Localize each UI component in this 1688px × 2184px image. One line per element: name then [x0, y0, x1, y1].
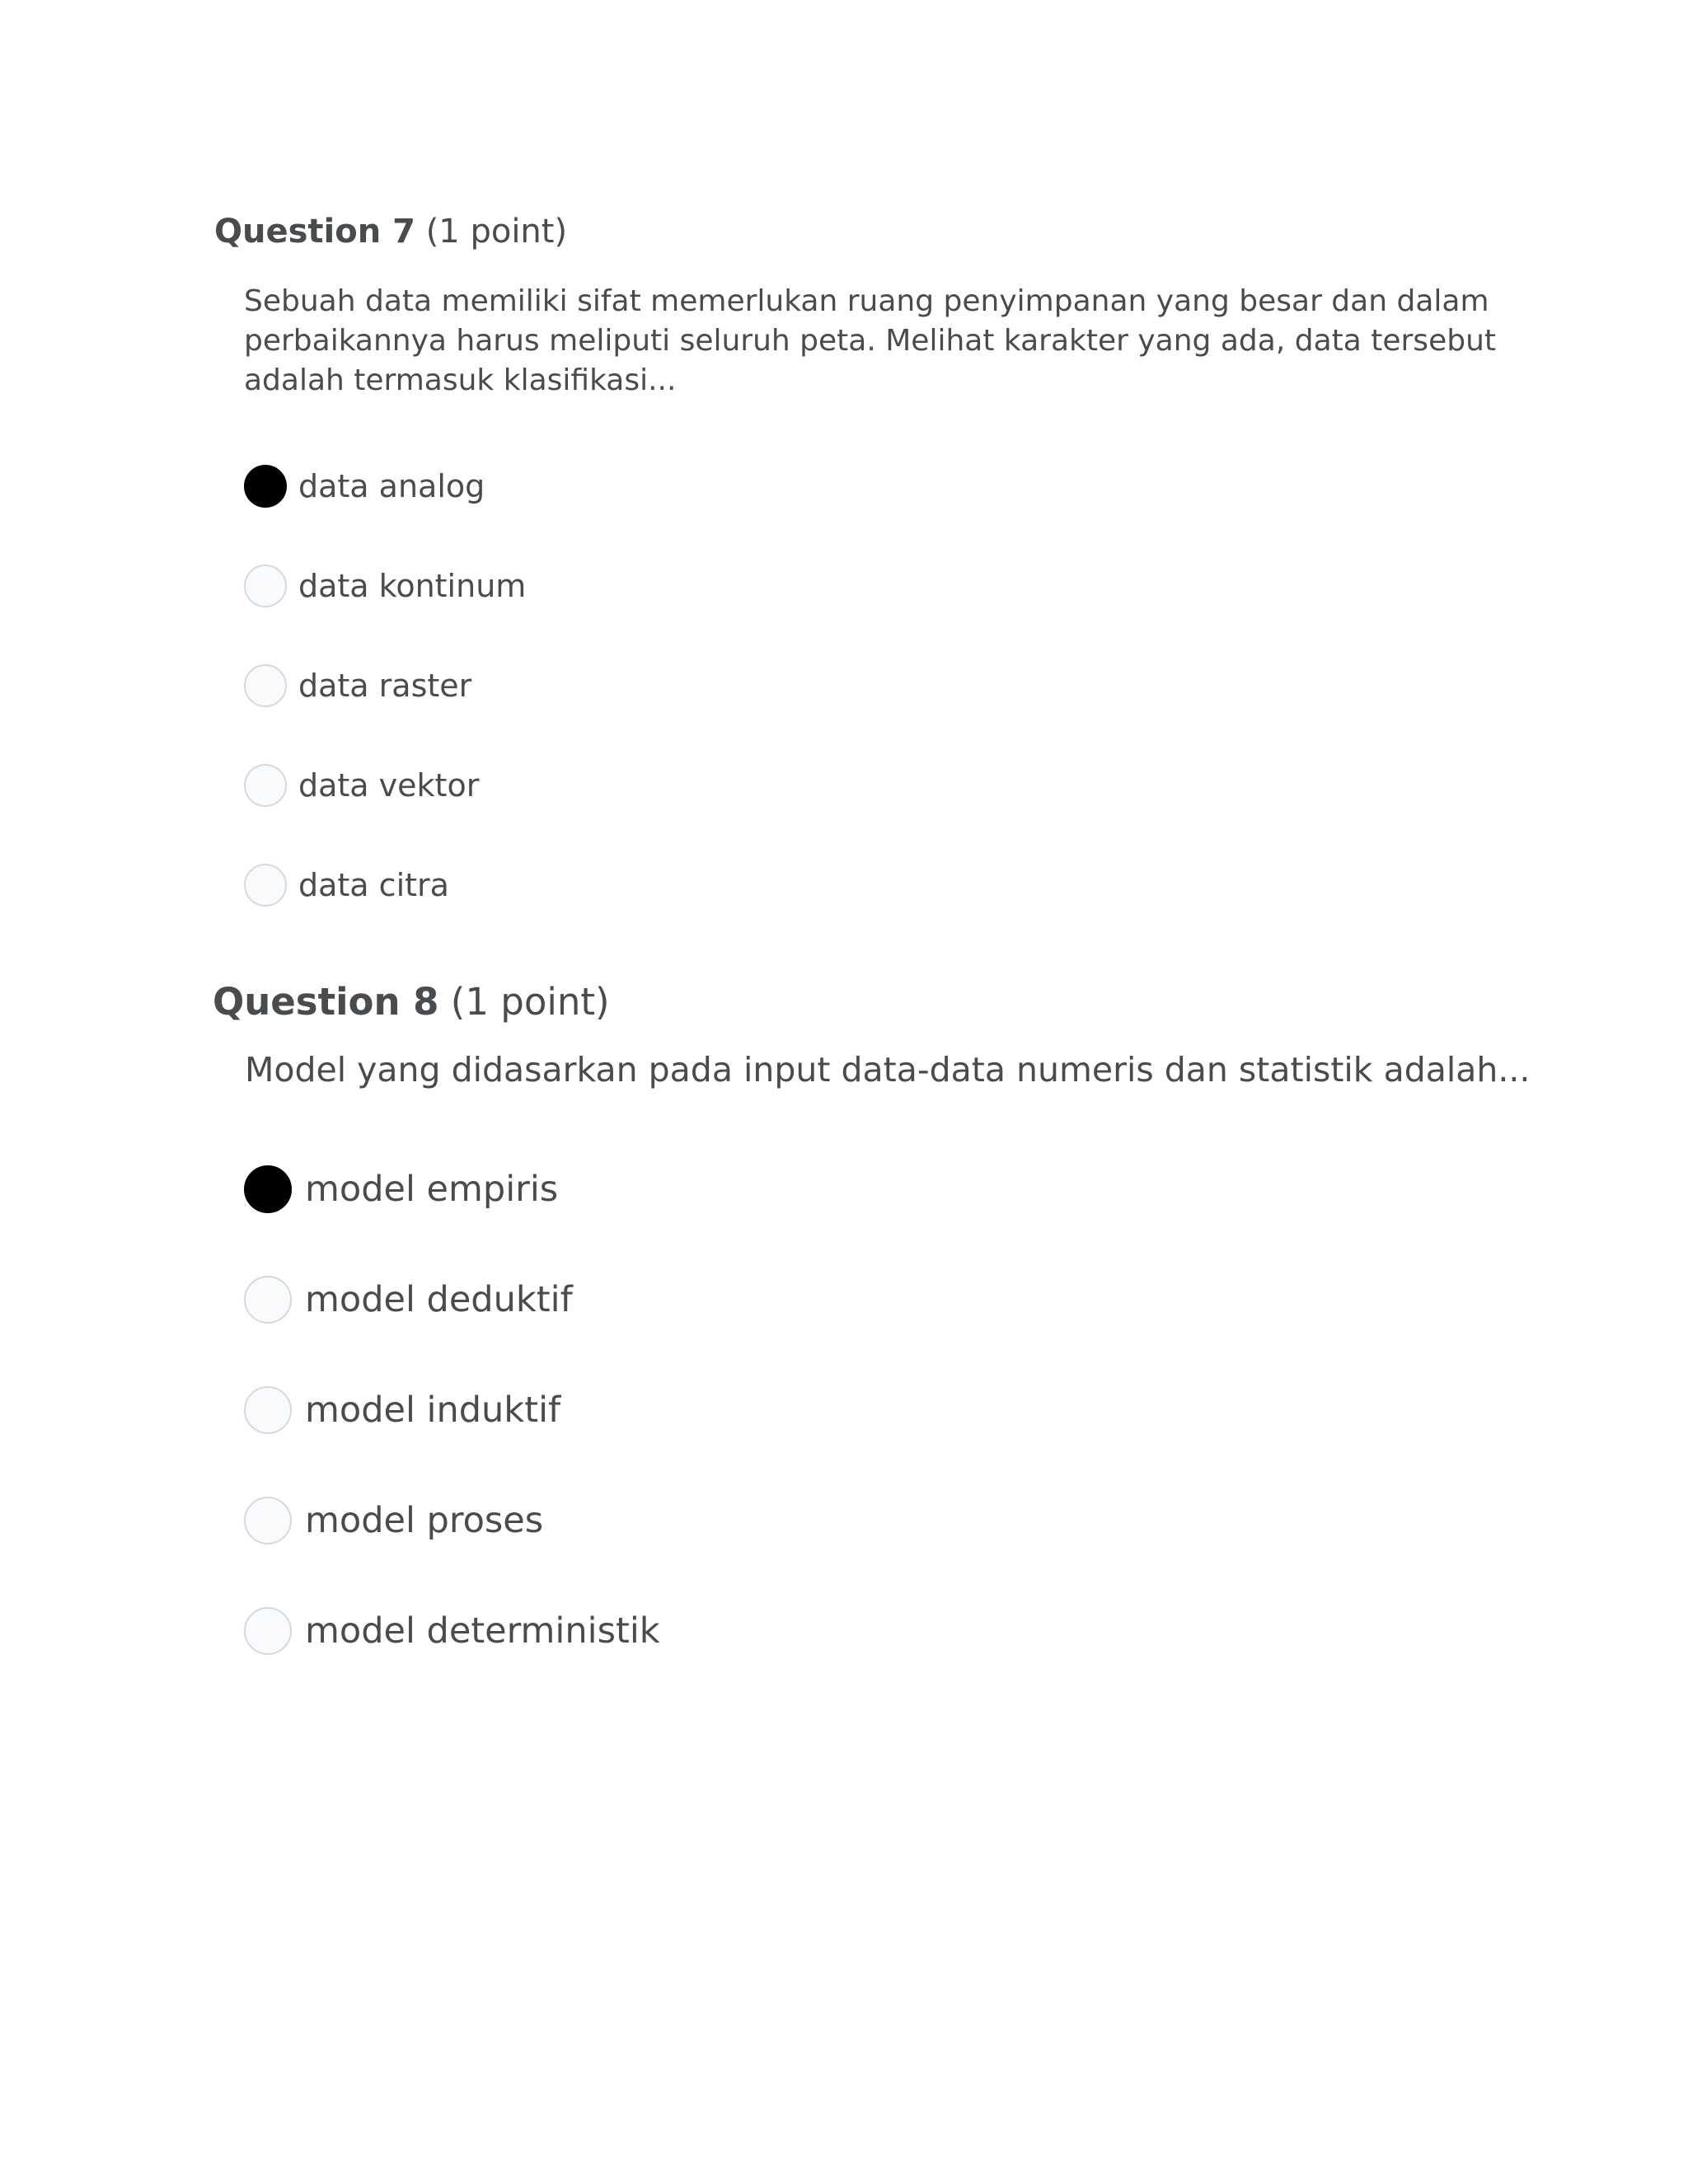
option-label: model empiris: [305, 1169, 559, 1210]
answer-option[interactable]: [244, 1165, 558, 1213]
answer-option[interactable]: [244, 1607, 660, 1655]
answer-option[interactable]: [244, 565, 526, 607]
answer-option[interactable]: [244, 664, 471, 707]
answer-option[interactable]: [244, 1276, 573, 1324]
radio-button[interactable]: [244, 1276, 292, 1324]
question-header: [214, 213, 567, 251]
radio-button[interactable]: [244, 1386, 292, 1434]
question-header: [213, 980, 610, 1024]
option-label: data raster: [298, 668, 472, 704]
answer-option[interactable]: [244, 1497, 543, 1544]
answer-option[interactable]: [244, 764, 479, 807]
option-label: data vektor: [298, 767, 480, 804]
radio-button-checked[interactable]: [244, 465, 287, 508]
option-label: data citra: [298, 867, 449, 903]
radio-button[interactable]: [244, 1607, 292, 1655]
question-points: (1 point): [425, 213, 568, 251]
radio-button[interactable]: [244, 664, 287, 707]
answer-option[interactable]: [244, 1386, 560, 1434]
option-label: model deduktif: [305, 1279, 573, 1320]
option-label: model induktif: [305, 1390, 561, 1431]
answer-option[interactable]: [244, 465, 485, 508]
option-label: data kontinum: [298, 568, 527, 604]
radio-button[interactable]: [244, 764, 287, 807]
option-label: model deterministik: [305, 1610, 660, 1652]
radio-button[interactable]: [244, 565, 287, 607]
question-points: (1 point): [450, 980, 610, 1024]
radio-button[interactable]: [244, 864, 287, 907]
radio-button[interactable]: [244, 1497, 292, 1544]
radio-button-checked[interactable]: [244, 1165, 292, 1213]
question-prompt: Sebuah data memiliki sifat memerlukan ruang penyimpanan yang besar dan dalam perbaikannya harus meliputi seluruh peta. Melihat karakter yang ada, data tersebut adalah termasuk klasifikasi...: [244, 284, 1496, 397]
question-title: Question 8: [213, 980, 439, 1024]
question-prompt: Model yang didasarkan pada input data-data numeris dan statistik adalah...: [245, 1050, 1531, 1090]
answer-option[interactable]: [244, 864, 449, 907]
option-label: data analog: [298, 468, 485, 504]
question-title: Question 7: [214, 213, 415, 251]
option-label: model proses: [305, 1500, 544, 1541]
